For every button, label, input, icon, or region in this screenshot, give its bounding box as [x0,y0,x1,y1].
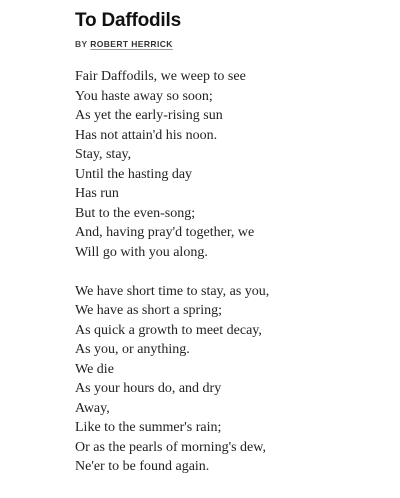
poem-line: Stay, stay, [75,147,132,162]
poem-line: Away, [75,400,110,416]
byline-prefix: BY [75,39,91,49]
poem-line: As your hours do, and dry [75,381,222,396]
poem-line: As quick a growth to meet decay, [75,322,262,338]
poem-body [75,67,395,477]
poem-line: Will go with you along. [75,244,208,260]
poem-line: We die [75,361,114,377]
poem-line: Like to the summer's rain; [75,420,222,435]
author-link[interactable]: ROBERT HERRICK [90,39,173,49]
poem-line: But to the even-song; [75,205,196,221]
poem-title: To Daffodils [75,10,181,31]
poem-line: Has not attain'd his noon. [75,127,218,143]
poem-line: And, having pray'd together, we [75,225,255,240]
poem-line: Until the hasting day [75,166,193,182]
stanza-1 [75,67,395,262]
poem-line: Has run [75,186,119,201]
stanza-2 [75,282,395,477]
poem-line: Ne'er to be found again. [75,459,210,474]
byline [75,38,173,50]
poem-line: Or as the pearls of morning's dew, [75,439,266,455]
poem-line: As you, or anything. [75,342,190,357]
poem-line: Fair Daffodils, we weep to see [75,69,246,84]
poem-line: You haste away so soon; [75,88,213,104]
poem-line: As yet the early-rising sun [75,108,223,123]
poem-line: We have short time to stay, as you, [75,283,270,299]
poem-line: We have as short a spring; [75,303,222,318]
